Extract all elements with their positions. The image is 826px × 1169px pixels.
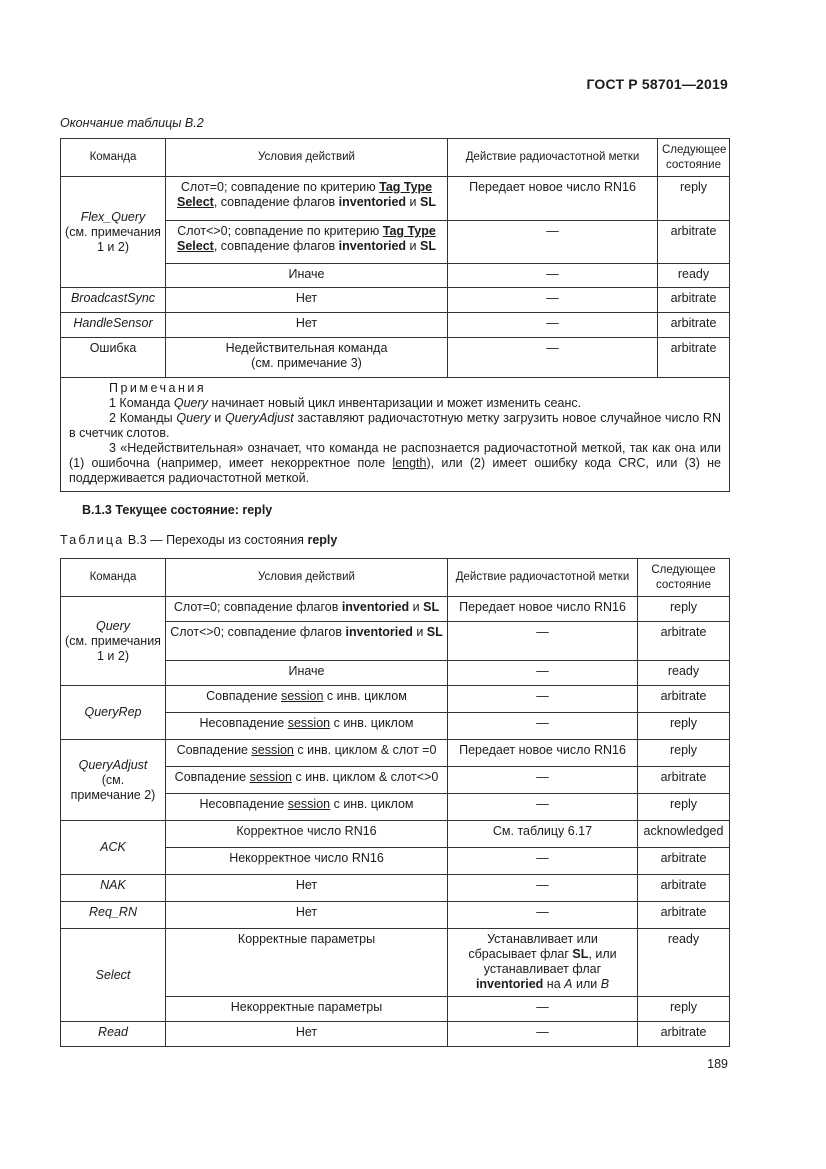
command-cell bbox=[61, 177, 166, 288]
command-note-ref: (см. примечания 1 и 2) bbox=[65, 633, 161, 663]
next-state-cell: reply bbox=[638, 713, 730, 740]
command-name: QueryRep bbox=[61, 686, 166, 740]
action-cell: — bbox=[448, 338, 658, 378]
next-state-cell: arbitrate bbox=[658, 313, 730, 338]
next-state-cell: arbitrate bbox=[638, 686, 730, 713]
command-cell bbox=[61, 597, 166, 686]
next-state-cell: arbitrate bbox=[638, 767, 730, 794]
table-row bbox=[61, 313, 730, 338]
next-state-cell: arbitrate bbox=[638, 902, 730, 929]
next-state-cell: ready bbox=[638, 661, 730, 686]
action-cell: — bbox=[448, 848, 638, 875]
next-state-cell: arbitrate bbox=[658, 338, 730, 378]
command-name: Read bbox=[61, 1022, 166, 1047]
note-1: 1 Команда Query начинает новый цикл инвентаризации и может изменить сеанс. bbox=[109, 396, 582, 410]
condition-cell: Нет bbox=[166, 902, 448, 929]
next-state-cell: reply bbox=[638, 997, 730, 1022]
condition-cell: Нет bbox=[166, 875, 448, 902]
table-header-row bbox=[61, 139, 730, 177]
table-row bbox=[61, 177, 730, 221]
table-row bbox=[61, 597, 730, 622]
condition-cell: Корректные параметры bbox=[166, 929, 448, 997]
condition-cell: Совпадение session с инв. циклом & слот =0 bbox=[166, 740, 448, 767]
next-state-cell: arbitrate bbox=[658, 221, 730, 264]
command-name: Select bbox=[61, 929, 166, 1022]
command-name: Query bbox=[95, 618, 131, 633]
header-conditions: Условия действий bbox=[166, 139, 448, 177]
table-header-row bbox=[61, 559, 730, 597]
next-state-cell: ready bbox=[638, 929, 730, 997]
command-cell bbox=[61, 740, 166, 821]
header-action: Действие радиочастотной метки bbox=[448, 139, 658, 177]
table-row bbox=[61, 875, 730, 902]
action-cell: — bbox=[448, 288, 658, 313]
notes-cell bbox=[61, 378, 730, 492]
command-name: Flex_Query bbox=[80, 209, 146, 224]
next-state-cell: reply bbox=[638, 740, 730, 767]
condition-cell: Корректное число RN16 bbox=[166, 821, 448, 848]
table-b2-caption: Окончание таблицы В.2 bbox=[60, 116, 204, 130]
table-row bbox=[61, 288, 730, 313]
action-cell: Передает новое число RN16 bbox=[448, 177, 658, 221]
next-state-cell: arbitrate bbox=[658, 288, 730, 313]
action-cell: — bbox=[448, 264, 658, 288]
action-cell: — bbox=[448, 875, 638, 902]
action-cell: — bbox=[448, 661, 638, 686]
command-note-ref: (см. примечание 2) bbox=[70, 772, 156, 802]
action-cell: — bbox=[448, 622, 638, 661]
note-2: 2 Команды Query и QueryAdjust заставляют радиочастотную метку загрузить новое случайное число RN в счетчик слотов. bbox=[69, 411, 721, 440]
condition-cell: Иначе bbox=[166, 661, 448, 686]
next-state-cell: reply bbox=[638, 597, 730, 622]
command-name: ACK bbox=[61, 821, 166, 875]
table-row bbox=[61, 686, 730, 713]
next-state-cell: reply bbox=[638, 794, 730, 821]
action-cell: — bbox=[448, 313, 658, 338]
note-3: 3 «Недействительная» означает, что команда не распознается радиочастотной меткой, так как она или (1) ошибочна (например, имеет некорректное поле length), или (2) имеет ошибку кода CRC, или (3) не поддерживается радиочастотной меткой. bbox=[69, 441, 721, 485]
condition-cell: Недействительная команда (см. примечание 3) bbox=[166, 338, 448, 378]
section-heading: В.1.3 Текущее состояние: reply bbox=[82, 503, 273, 517]
table-b3-caption: Таблица В.3 — Переходы из состояния reply bbox=[60, 533, 338, 547]
table-row bbox=[61, 338, 730, 378]
command-name: Ошибка bbox=[61, 338, 166, 378]
condition-cell: Некорректное число RN16 bbox=[166, 848, 448, 875]
condition-cell: Слот<>0; совпадение по критерию Tag Type Select, совпадение флагов inventoried и SL bbox=[166, 221, 448, 264]
action-cell: Передает новое число RN16 bbox=[448, 597, 638, 622]
action-cell: — bbox=[448, 686, 638, 713]
action-cell: — bbox=[448, 767, 638, 794]
condition-cell: Некорректные параметры bbox=[166, 997, 448, 1022]
condition-cell: Нет bbox=[166, 288, 448, 313]
condition-cell: Несовпадение session с инв. циклом bbox=[166, 794, 448, 821]
header-command: Команда bbox=[61, 139, 166, 177]
command-name: BroadcastSync bbox=[61, 288, 166, 313]
notes-row bbox=[61, 378, 730, 492]
next-state-cell: arbitrate bbox=[638, 622, 730, 661]
condition-cell: Слот<>0; совпадение флагов inventoried и SL bbox=[166, 622, 448, 661]
next-state-cell: acknowledged bbox=[638, 821, 730, 848]
header-conditions: Условия действий bbox=[166, 559, 448, 597]
next-state-cell: ready bbox=[658, 264, 730, 288]
next-state-cell: arbitrate bbox=[638, 848, 730, 875]
condition-cell: Нет bbox=[166, 313, 448, 338]
action-cell: — bbox=[448, 713, 638, 740]
condition-cell: Совпадение session с инв. циклом & слот<>0 bbox=[166, 767, 448, 794]
command-name: NAK bbox=[61, 875, 166, 902]
condition-cell: Слот=0; совпадение по критерию Tag Type Select, совпадение флагов inventoried и SL bbox=[166, 177, 448, 221]
next-state-cell: arbitrate bbox=[638, 875, 730, 902]
document-code: ГОСТ Р 58701—2019 bbox=[586, 76, 728, 92]
header-next-state: Следующее состояние bbox=[658, 139, 730, 177]
next-state-cell: reply bbox=[658, 177, 730, 221]
table-b2 bbox=[60, 138, 730, 492]
action-cell: — bbox=[448, 997, 638, 1022]
header-action: Действие радиочастотной метки bbox=[448, 559, 638, 597]
action-cell: — bbox=[448, 221, 658, 264]
command-name: HandleSensor bbox=[61, 313, 166, 338]
notes-title: Примечания bbox=[109, 381, 207, 395]
header-next-state: Следующее состояние bbox=[638, 559, 730, 597]
command-name: Req_RN bbox=[61, 902, 166, 929]
table-row bbox=[61, 740, 730, 767]
action-cell: — bbox=[448, 902, 638, 929]
command-note-ref: (см. примечания 1 и 2) bbox=[65, 224, 161, 254]
page-number: 189 bbox=[707, 1057, 728, 1071]
table-row bbox=[61, 1022, 730, 1047]
table-row bbox=[61, 929, 730, 997]
condition-cell: Иначе bbox=[166, 264, 448, 288]
condition-cell: Нет bbox=[166, 1022, 448, 1047]
table-row bbox=[61, 821, 730, 848]
header-command: Команда bbox=[61, 559, 166, 597]
action-cell: См. таблицу 6.17 bbox=[448, 821, 638, 848]
action-cell: Устанавливает или сбрасывает флаг SL, или устанавливает флаг inventoried на A или B bbox=[448, 929, 638, 997]
condition-cell: Несовпадение session с инв. циклом bbox=[166, 713, 448, 740]
action-cell: — bbox=[448, 794, 638, 821]
command-name: QueryAdjust bbox=[78, 757, 148, 772]
table-row bbox=[61, 902, 730, 929]
action-cell: — bbox=[448, 1022, 638, 1047]
next-state-cell: arbitrate bbox=[638, 1022, 730, 1047]
condition-cell: Слот=0; совпадение флагов inventoried и SL bbox=[166, 597, 448, 622]
condition-cell: Совпадение session с инв. циклом bbox=[166, 686, 448, 713]
table-b3 bbox=[60, 558, 730, 1047]
action-cell: Передает новое число RN16 bbox=[448, 740, 638, 767]
